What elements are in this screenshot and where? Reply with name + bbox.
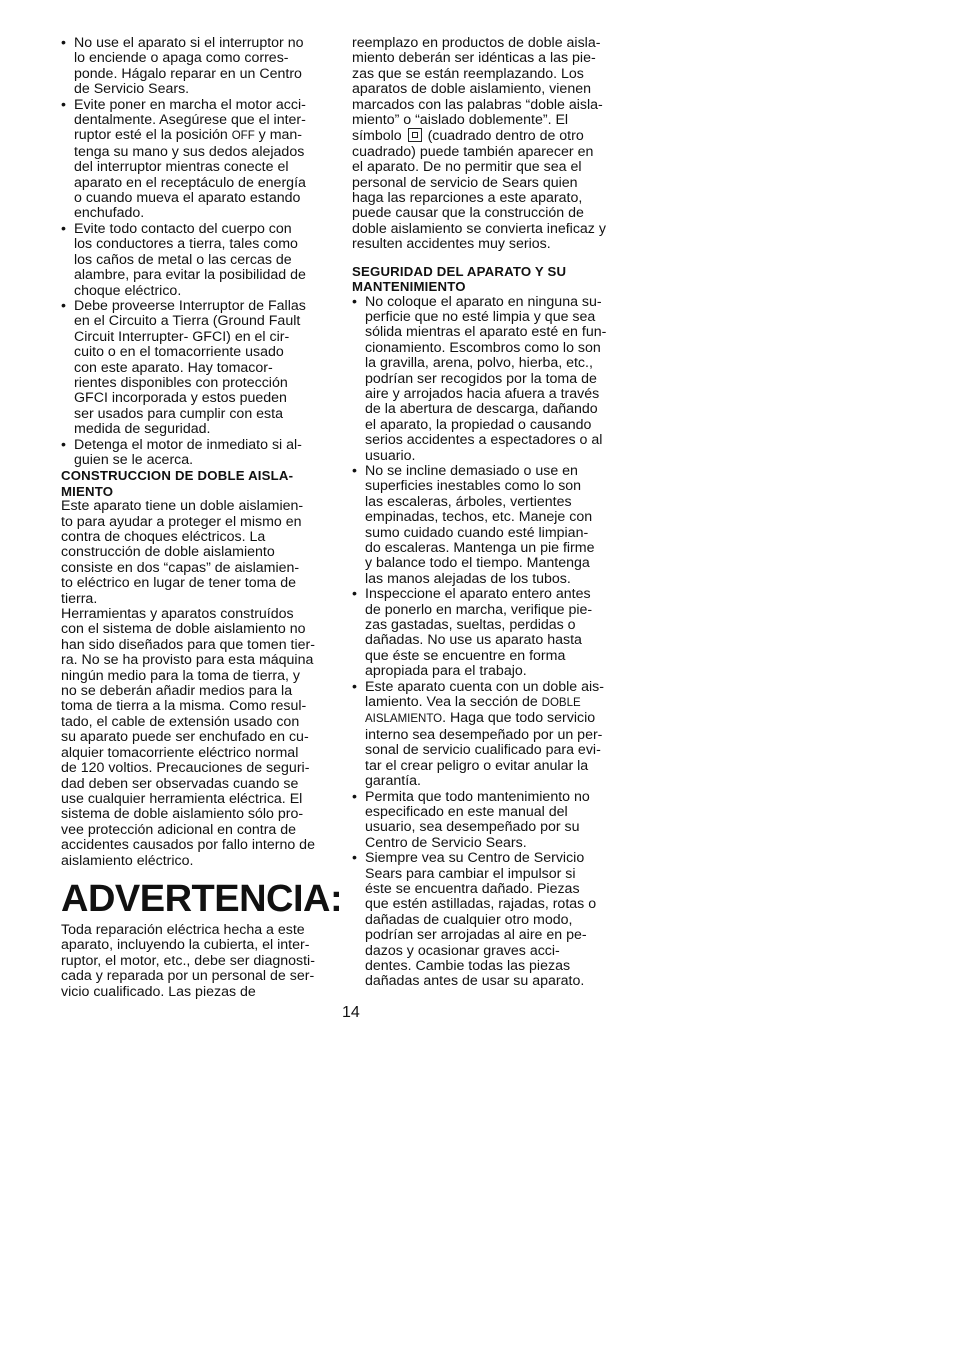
text-line: tar el crear peligro o evitar anular la — [365, 757, 589, 774]
left-column — [61, 35, 343, 1000]
text-line: dañadas antes de usar su aparato. — [365, 973, 585, 990]
text-line: de la abertura de descarga, dañando — [365, 401, 598, 418]
bullet-icon: • — [352, 678, 357, 695]
text-line: perficie que no esté limpia y que sea — [365, 308, 596, 325]
text-line: Siempre vea su Centro de Servicio — [365, 850, 585, 867]
text-line: éste se encuentra dañado. Piezas — [365, 880, 580, 897]
text-line: o cuando mueva el aparato estando — [74, 190, 301, 207]
text-line: ser usados para cumplir con esta — [74, 405, 283, 422]
text-line: Evite poner en marcha el motor acci- — [74, 96, 306, 113]
symbol-line-post: (cuadrado dentro de otro — [423, 128, 584, 145]
text-line: reemplazo en productos de doble aisla- — [352, 35, 601, 51]
text-fragment: ruptor esté el la posición — [74, 127, 232, 144]
heading-double-insulation — [61, 468, 333, 499]
text-line: interno sea desempeñado por un per- — [365, 726, 603, 743]
text-line: rientes disponibles con protección — [74, 374, 288, 391]
bullet-text — [365, 851, 624, 990]
symbol-line — [352, 128, 624, 144]
text-line — [74, 128, 333, 144]
text-line: enchufado. — [74, 205, 145, 222]
text-line: tenga su mano y sus dedos alejados — [74, 143, 305, 160]
text-line: de 120 voltios. Precauciones de seguri- — [61, 760, 310, 777]
text-line: No se incline demasiado o use en — [365, 462, 578, 479]
text-line: podrían ser recogidos por la toma de — [365, 370, 597, 387]
text-line: choque eléctrico. — [74, 282, 182, 299]
text-line: Toda reparación eléctrica hecha a este — [61, 921, 305, 938]
text-line: empinadas, techos, etc. Maneje con — [365, 509, 593, 526]
text-line: del interruptor mientras conecte el — [74, 159, 289, 176]
text-line: aparato en el receptáculo de energía — [74, 174, 306, 191]
text-line: use cualquier herramienta eléctrica. El — [61, 790, 303, 807]
text-line: ningún medio para la toma de tierra, y — [61, 667, 300, 684]
text-line: guien se le acerca. — [74, 451, 194, 468]
heading-safety-maintenance — [352, 264, 624, 295]
text-line: cuadrado) puede también aparecer en — [352, 143, 594, 160]
bullet-item — [352, 587, 624, 679]
bullet-icon: • — [352, 850, 357, 867]
text-line: toma de tierra a la misma. Como resul- — [61, 698, 307, 715]
text-line: marcados con las palabras “doble aisla- — [352, 96, 603, 113]
text-fragment: lamiento. Vea la sección de — [365, 694, 542, 711]
bullet-item — [352, 790, 624, 852]
text-line: dañadas de cualquier otro modo, — [365, 911, 573, 928]
text-line: de Servicio Sears. — [74, 81, 190, 98]
text-line: alambre, para evitar la posibilidad de — [74, 267, 306, 284]
text-line: vicio cualificado. Las piezas de — [61, 983, 256, 1000]
text-line: consiste en dos “capas” de aislamien- — [61, 559, 300, 576]
text-line: la gravilla, arena, polvo, hierba, etc., — [365, 355, 593, 372]
text-line: ra. No se ha provisto para esta máquina — [61, 652, 314, 669]
paragraph-double-insulation-intro — [61, 499, 333, 607]
text-line: dentalmente. Asegúrese que el inter- — [74, 112, 306, 129]
heading-line: MIENTO — [61, 483, 114, 499]
text-line: tado, el cable de extensión usado con — [61, 713, 300, 730]
text-line: Herramientas y aparatos construídos — [61, 606, 294, 623]
text-line: especificado en este manual del — [365, 803, 568, 820]
text-line: accidentes causados por fallo interno de — [61, 837, 315, 854]
text-line: personal de servicio de Sears quien — [352, 174, 578, 191]
text-line: usuario. — [365, 447, 416, 464]
text-line: No use el aparato si el interruptor no — [74, 35, 304, 51]
bullet-text — [74, 222, 333, 299]
text-line: doble aislamiento se convierta ineficaz y — [352, 220, 606, 237]
right-column — [352, 36, 624, 990]
text-line: puede causar que la construcción de — [352, 205, 584, 222]
bullet-icon: • — [61, 35, 66, 51]
symbol-line-pre: símbolo — [352, 128, 406, 145]
text-line: Sears para cambiar el impulsor si — [365, 865, 576, 882]
text-line: sumo cuidado cuando esté limpian- — [365, 524, 589, 541]
bullet-icon: • — [352, 788, 357, 805]
bullet-icon: • — [61, 96, 66, 113]
text-line: aparatos de doble aislamiento, vienen — [352, 81, 591, 98]
double-square-icon — [408, 128, 422, 142]
bullet-icon: • — [352, 462, 357, 479]
text-line: y balance todo el tiempo. Mantenga — [365, 555, 590, 572]
text-line: el aparato. De no permitir que sea el — [352, 159, 582, 176]
text-line: zas gastadas, sueltas, perdidas o — [365, 617, 576, 634]
text-line: aparato, incluyendo la cubierta, el inter- — [61, 937, 310, 954]
bullet-item — [352, 680, 624, 790]
text-line: sólida mientras el aparato esté en fun- — [365, 324, 607, 341]
bullet-icon: • — [61, 436, 66, 453]
text-line: superficies inestables como lo son — [365, 478, 582, 495]
bullet-item — [61, 98, 333, 222]
bullet-item — [61, 299, 333, 438]
bullet-text — [365, 295, 624, 464]
text-line: con el sistema de doble aislamiento no — [61, 621, 306, 638]
text-line: to para ayudar a proteger el mismo en — [61, 513, 302, 530]
text-line: do escaleras. Mantenga un pie firme — [365, 540, 595, 556]
text-fragment: y man- — [254, 127, 303, 144]
text-line: dañadas. No use us aparato hasta — [365, 632, 582, 649]
text-line: dentes. Cambie todas las piezas — [365, 957, 571, 974]
text-line: Este aparato tiene un doble aislamien- — [61, 498, 304, 515]
bullet-text — [74, 98, 333, 222]
bullet-text — [365, 587, 624, 679]
text-line: cada y reparada por un personal de ser- — [61, 968, 315, 985]
text-line: ponde. Hágalo reparar en un Centro — [74, 65, 302, 82]
warning-banner — [60, 878, 343, 921]
text-line: alquier tomacorriente eléctrico normal — [61, 744, 299, 761]
text-line — [365, 695, 624, 711]
small-caps-text: OFF — [231, 130, 255, 143]
text-line: podrían ser arrojadas al aire en pe- — [365, 927, 587, 944]
text-line: sonal de servicio cualificado para evi- — [365, 742, 601, 759]
text-line: medida de seguridad. — [74, 421, 211, 438]
text-line — [365, 711, 624, 727]
text-line: Detenga el motor de inmediato si al- — [74, 436, 302, 453]
text-line: contra de choques eléctricos. La — [61, 529, 266, 545]
text-line: tierra. — [61, 590, 98, 607]
text-line: no se deberán añadir medios para la — [61, 683, 293, 700]
text-line: con este aparato. Hay tomacor- — [74, 359, 273, 376]
text-line: vee protección adicional en contra de — [61, 821, 297, 838]
text-line: zas que se están reemplazando. Los — [352, 65, 584, 82]
text-line: dazos y ocasionar graves acci- — [365, 942, 560, 959]
text-line: aislamiento eléctrico. — [61, 852, 194, 869]
text-line: to eléctrico en lugar de tener toma de — [61, 575, 297, 592]
text-line: serios accidentes a espectadores o al — [365, 432, 603, 449]
text-line: ruptor, el motor, etc., debe ser diagnosti- — [61, 952, 315, 969]
warning-title: ADVERTENCIA: — [61, 878, 343, 921]
text-line: el aparato, la propiedad o causando — [365, 416, 592, 433]
text-line: garantía. — [365, 773, 422, 790]
heading-line: CONSTRUCCION DE DOBLE AISLA- — [61, 468, 294, 484]
text-line: lo enciende o apaga como corres- — [74, 50, 289, 67]
bullet-text — [74, 299, 333, 438]
text-line: cionamiento. Escombros como lo son — [365, 339, 601, 356]
paragraph-replacement-parts-cont — [352, 145, 624, 253]
paragraph-replacement-parts — [352, 36, 624, 128]
text-line: que éste se encuentre en forma — [365, 647, 566, 664]
bullet-icon: • — [61, 220, 66, 237]
small-caps-text: AISLAMIENTO — [365, 713, 443, 726]
text-line: en el Circuito a Tierra (Ground Fault — [74, 313, 301, 330]
text-line: Permita que todo mantenimiento no — [365, 788, 590, 805]
text-line: cuito o en el tomacorriente usado — [74, 344, 284, 361]
bullet-item — [352, 295, 624, 464]
bullet-item — [61, 222, 333, 299]
text-line: los conductores a tierra, tales como — [74, 236, 298, 253]
bullet-item — [61, 438, 333, 469]
right-bullet-list — [352, 295, 624, 990]
bullet-item — [352, 464, 624, 587]
text-line: han sido diseñados para que tomen tier- — [61, 636, 315, 653]
warning-text — [61, 923, 333, 1000]
text-line: GFCI incorporada y estos pueden — [74, 390, 287, 407]
text-line: miento deberán ser idénticas a las pie- — [352, 50, 596, 67]
text-line: resulten accidentes muy serios. — [352, 236, 551, 253]
text-line: construcción de doble aislamiento — [61, 544, 275, 561]
left-bullet-list — [61, 36, 333, 468]
bullet-text — [365, 680, 624, 790]
page-number: 14 — [342, 1004, 360, 1021]
text-line: No coloque el aparato en ninguna su- — [365, 293, 602, 310]
text-line: haga las reparciones a este aparato, — [352, 190, 583, 207]
bullet-icon: • — [352, 293, 357, 310]
heading-line: SEGURIDAD DEL APARATO Y SU — [352, 263, 567, 279]
text-line: aire y arrojados hacia afuera a través — [365, 385, 600, 402]
text-line: Centro de Servicio Sears. — [365, 834, 527, 851]
paragraph-double-insulation-details — [61, 607, 333, 869]
text-line: su aparato puede ser enchufado en cu- — [61, 729, 309, 746]
bullet-text — [365, 464, 624, 587]
bullet-item — [352, 851, 624, 990]
text-line: apropiada para el trabajo. — [365, 663, 527, 680]
text-line: que estén astilladas, rajadas, rotas o — [365, 896, 597, 913]
small-caps-text: DOBLE — [541, 697, 581, 710]
text-line: Este aparato cuenta con un doble ais- — [365, 678, 604, 695]
bullet-text — [74, 438, 333, 469]
text-line: sistema de doble aislamiento sólo pro- — [61, 806, 304, 823]
text-line: Evite todo contacto del cuerpo con — [74, 220, 292, 237]
text-line: los caños de metal o las cercas de — [74, 251, 292, 268]
text-line: usuario, sea desempeñado por su — [365, 819, 580, 836]
text-line: dad deben ser observadas cuando se — [61, 775, 299, 792]
text-line: miento” o “aislado doblemente”. El — [352, 112, 569, 129]
bullet-icon: • — [61, 297, 66, 314]
heading-line: MANTENIMIENTO — [352, 279, 466, 295]
text-line: las escaleras, árboles, vertientes — [365, 493, 572, 510]
bullet-text — [74, 36, 333, 98]
text-line: Inspeccione el aparato entero antes — [365, 586, 591, 603]
text-line: Debe proveerse Interruptor de Fallas — [74, 297, 306, 314]
bullet-text — [365, 790, 624, 852]
text-line: las manos alejadas de los tubos. — [365, 570, 571, 587]
bullet-item — [61, 36, 333, 98]
text-fragment: . Haga que todo servicio — [442, 710, 596, 727]
bullet-icon: • — [352, 586, 357, 603]
text-line: Circuit Interrupter- GFCI) en el cir- — [74, 328, 290, 345]
text-line: de ponerlo en marcha, verifique pie- — [365, 601, 593, 618]
